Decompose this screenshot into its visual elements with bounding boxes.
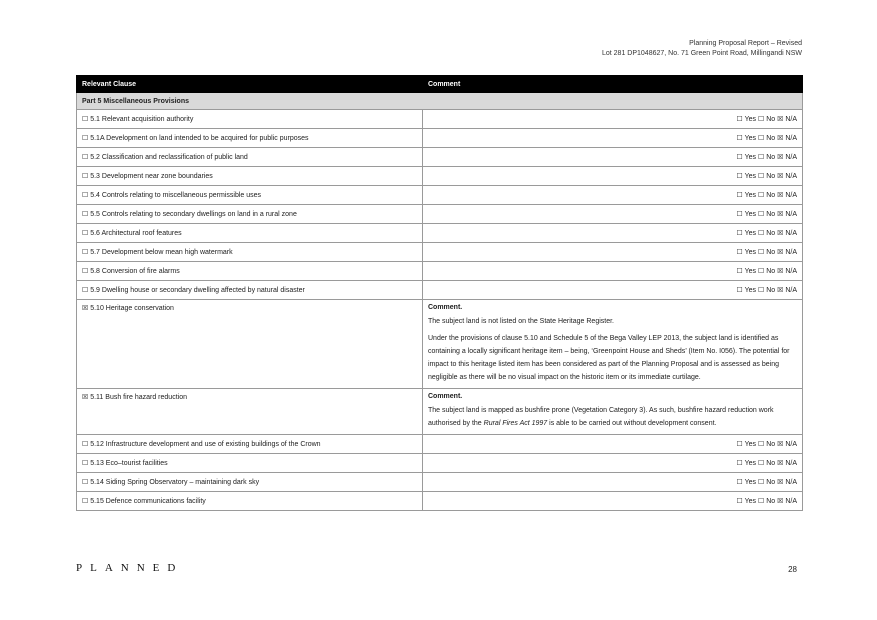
table-row: [77, 186, 803, 205]
yes-no-na-options: ☐ Yes ☐ No ☒ N/A: [423, 281, 803, 300]
page-header: [602, 39, 802, 59]
table-row: [77, 167, 803, 186]
yes-no-na-options: ☐ Yes ☐ No ☒ N/A: [423, 243, 803, 262]
yes-no-na-options: ☐ Yes ☐ No ☒ N/A: [423, 148, 803, 167]
table-row: [77, 281, 803, 300]
yes-no-na-options: ☐ Yes ☐ No ☒ N/A: [423, 129, 803, 148]
clause-cell: ☐ 5.2 Classification and reclassification of public land: [77, 148, 423, 167]
act-name: Rural Fires Act 1997: [483, 420, 548, 427]
planned-logo: PLANNED: [76, 562, 184, 574]
table-row: [77, 243, 803, 262]
bushfire-comment: [423, 389, 803, 435]
bushfire-row: [77, 389, 803, 435]
header-title: Planning Proposal Report – Revised: [689, 40, 802, 47]
table-row: [77, 262, 803, 281]
table-row: [77, 205, 803, 224]
yes-no-na-options: ☐ Yes ☐ No ☒ N/A: [423, 435, 803, 454]
heritage-comment: [423, 300, 803, 389]
table-row: [77, 110, 803, 129]
comment-paragraph: The subject land is not listed on the State Heritage Register.: [428, 318, 614, 325]
table-row: [77, 492, 803, 511]
yes-no-na-options: ☐ Yes ☐ No ☒ N/A: [423, 454, 803, 473]
clause-cell: ☐ 5.4 Controls relating to miscellaneous permissible uses: [77, 186, 423, 205]
table-row: [77, 129, 803, 148]
yes-no-na-options: ☐ Yes ☐ No ☒ N/A: [423, 167, 803, 186]
table-row: [77, 454, 803, 473]
col-header-comment: Comment: [423, 76, 803, 93]
clause-cell: ☐ 5.13 Eco–tourist facilities: [77, 454, 423, 473]
yes-no-na-options: ☐ Yes ☐ No ☒ N/A: [423, 262, 803, 281]
clause-table: [76, 75, 803, 511]
comment-paragraph: Under the provisions of clause 5.10 and Schedule 5 of the Bega Valley LEP 2013, the subject land is identified as containing a locally significant heritage item – being, ‘Greenpoint House and Sheds’ (Item No. I056). The potential for impact to this heritage listed item has been considered as part of the Planning Proposal and is assessed as being negligible as there will be no visual impact on the historic item or its immediate curtilage.: [428, 335, 790, 381]
clause-cell: ☒ 5.11 Bush fire hazard reduction: [77, 389, 423, 435]
col-header-clause: Relevant Clause: [77, 76, 423, 93]
table-row: [77, 473, 803, 492]
comment-text: is able to be carried out without development consent.: [547, 420, 717, 427]
yes-no-na-options: ☐ Yes ☐ No ☒ N/A: [423, 473, 803, 492]
clause-cell: ☐ 5.5 Controls relating to secondary dwellings on land in a rural zone: [77, 205, 423, 224]
clause-cell: ☐ 5.8 Conversion of fire alarms: [77, 262, 423, 281]
clause-cell: ☐ 5.1 Relevant acquisition authority: [77, 110, 423, 129]
clause-cell: ☐ 5.9 Dwelling house or secondary dwelling affected by natural disaster: [77, 281, 423, 300]
table-header-row: [77, 76, 803, 93]
yes-no-na-options: ☐ Yes ☐ No ☒ N/A: [423, 205, 803, 224]
page-number: 28: [788, 565, 797, 574]
clause-cell: ☐ 5.7 Development below mean high watermark: [77, 243, 423, 262]
clause-cell: ☐ 5.14 Siding Spring Observatory – maintaining dark sky: [77, 473, 423, 492]
clause-cell: ☒ 5.10 Heritage conservation: [77, 300, 423, 389]
clause-cell: ☐ 5.6 Architectural roof features: [77, 224, 423, 243]
comment-title: Comment.: [428, 393, 463, 400]
comment-title: Comment.: [428, 304, 463, 311]
yes-no-na-options: ☐ Yes ☐ No ☒ N/A: [423, 186, 803, 205]
table-row: [77, 435, 803, 454]
table-row: [77, 148, 803, 167]
clause-cell: ☐ 5.3 Development near zone boundaries: [77, 167, 423, 186]
yes-no-na-options: ☐ Yes ☐ No ☒ N/A: [423, 224, 803, 243]
clause-cell: ☐ 5.15 Defence communications facility: [77, 492, 423, 511]
section-row: [77, 93, 803, 110]
comment-paragraph: [428, 404, 797, 430]
comment-text: The subject land is mapped as bushfire prone (Vegetation Category 3). As such, bushfire hazard reduction work authorised by the: [428, 407, 774, 427]
heritage-row: [77, 300, 803, 389]
yes-no-na-options: ☐ Yes ☐ No ☒ N/A: [423, 110, 803, 129]
section-title: Part 5 Miscellaneous Provisions: [77, 93, 803, 110]
header-address: Lot 281 DP1048627, No. 71 Green Point Road, Millingandi NSW: [601, 50, 802, 57]
yes-no-na-options: ☐ Yes ☐ No ☒ N/A: [423, 492, 803, 511]
clause-cell: ☐ 5.1A Development on land intended to be acquired for public purposes: [77, 129, 423, 148]
table-row: [77, 224, 803, 243]
clause-cell: ☐ 5.12 Infrastructure development and use of existing buildings of the Crown: [77, 435, 423, 454]
